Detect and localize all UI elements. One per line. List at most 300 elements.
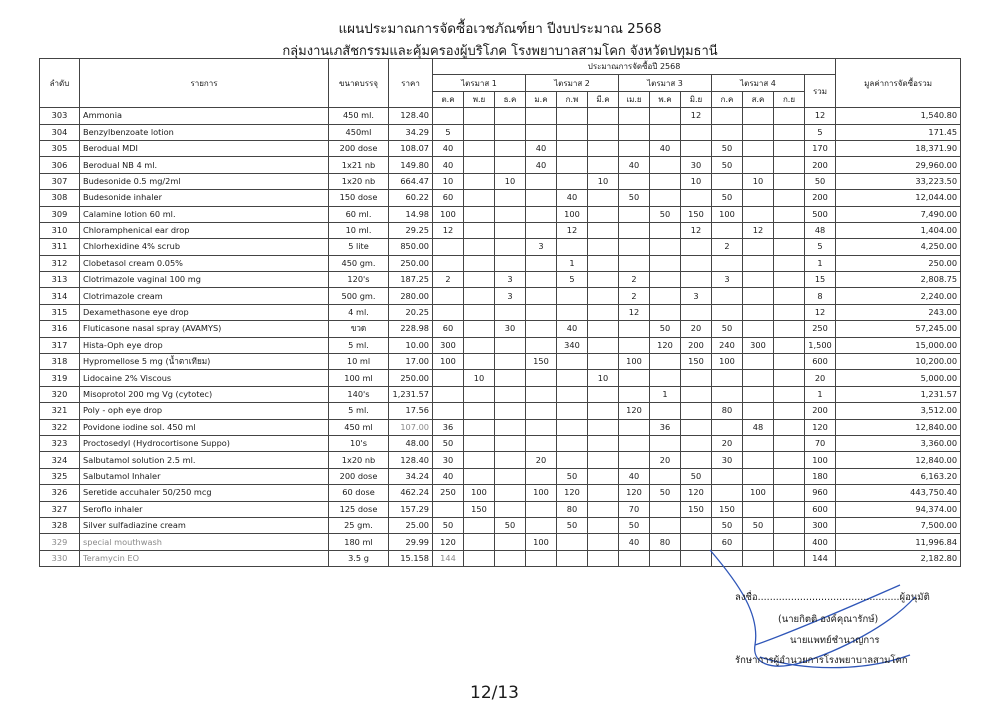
row-total: 20 [805,370,836,386]
unit-price: 128.40 [389,108,433,124]
month-qty: 30 [681,157,712,173]
month-qty: 50 [650,321,681,337]
row-value: 1,404.00 [836,222,961,238]
month-qty [774,321,805,337]
month-qty [712,485,743,501]
row-number: 303 [40,108,80,124]
row-total: 100 [805,452,836,468]
month-qty [557,534,588,550]
month-qty [650,272,681,288]
row-total: 12 [805,304,836,320]
month-qty [774,485,805,501]
unit-price: 17.00 [389,354,433,370]
month-qty [495,370,526,386]
col-value-header: มูลค่าการจัดซื้อรวม [836,59,961,108]
month-qty [495,419,526,435]
month-qty [588,108,619,124]
month-qty [743,255,774,271]
month-qty: 120 [619,403,650,419]
month-qty [681,304,712,320]
month-qty: 100 [526,534,557,550]
row-number: 314 [40,288,80,304]
table-row [40,222,961,238]
month-qty [774,354,805,370]
month-qty: 150 [681,206,712,222]
pack-size: 180 ml [329,534,389,550]
month-qty [588,534,619,550]
month-qty [743,321,774,337]
month-qty: 10 [743,173,774,189]
month-qty [588,517,619,533]
month-qty [712,173,743,189]
month-qty [464,239,495,255]
row-total: 1 [805,386,836,402]
month-qty [681,517,712,533]
month-qty [433,386,464,402]
month-qty [743,272,774,288]
month-qty: 80 [650,534,681,550]
month-qty [557,124,588,140]
table-row [40,517,961,533]
month-qty [774,108,805,124]
month-qty [588,354,619,370]
table-row [40,108,961,124]
month-header: เม.ย [619,91,650,107]
unit-price: 17.56 [389,403,433,419]
row-number: 324 [40,452,80,468]
month-qty [495,206,526,222]
month-qty [619,419,650,435]
month-qty: 3 [526,239,557,255]
quarter-3-header: ไตรมาส 3 [619,75,712,91]
pack-size: 140's [329,386,389,402]
unit-price: 107.00 [389,419,433,435]
month-qty [526,337,557,353]
month-qty [650,304,681,320]
table-row [40,304,961,320]
month-qty [526,206,557,222]
month-qty [774,173,805,189]
row-value: 10,200.00 [836,354,961,370]
unit-price: 128.40 [389,452,433,468]
month-qty [557,239,588,255]
row-number: 307 [40,173,80,189]
row-total: 1 [805,255,836,271]
month-qty: 1 [650,386,681,402]
month-qty [743,206,774,222]
month-qty [619,173,650,189]
month-qty [495,452,526,468]
item-name: Chlorhexidine 4% scrub [80,239,329,255]
month-qty [774,452,805,468]
month-header: พ.ย [464,91,495,107]
month-qty [557,354,588,370]
month-qty [650,255,681,271]
month-qty [526,419,557,435]
signatory-role: รักษาการผู้อำนวยการโรงพยาบาลสามโคก [735,655,908,666]
unit-price: 664.47 [389,173,433,189]
table-row [40,501,961,517]
month-qty [433,501,464,517]
month-qty: 120 [619,485,650,501]
row-number: 322 [40,419,80,435]
month-qty [464,321,495,337]
row-total: 12 [805,108,836,124]
month-qty [588,255,619,271]
month-qty: 300 [433,337,464,353]
month-qty [557,403,588,419]
table-row [40,337,961,353]
month-qty [650,222,681,238]
month-qty [681,140,712,156]
row-total: 180 [805,468,836,484]
month-qty [650,124,681,140]
row-number: 328 [40,517,80,533]
month-qty [774,468,805,484]
month-qty [588,190,619,206]
month-qty: 20 [681,321,712,337]
month-qty [774,157,805,173]
unit-price: 157.29 [389,501,433,517]
unit-price: 10.00 [389,337,433,353]
month-qty [619,108,650,124]
pack-size: 200 dose [329,468,389,484]
month-qty: 40 [619,468,650,484]
month-header: ก.ย [774,91,805,107]
month-qty [743,468,774,484]
month-qty: 100 [464,485,495,501]
unit-price: 1,231.57 [389,386,433,402]
month-qty [619,239,650,255]
pack-size: 10's [329,435,389,451]
month-qty [464,222,495,238]
month-qty [650,354,681,370]
pack-size: 60 ml. [329,206,389,222]
month-qty [743,239,774,255]
month-qty [619,222,650,238]
month-qty: 240 [712,337,743,353]
month-qty: 3 [712,272,743,288]
col-plan-header: ประมาณการจัดซื้อปี 2568 [433,59,836,75]
row-value: 250.00 [836,255,961,271]
month-qty [743,304,774,320]
month-qty [464,288,495,304]
quarter-4-header: ไตรมาส 4 [712,75,805,91]
row-number: 318 [40,354,80,370]
month-qty: 40 [557,190,588,206]
col-pack-header: ขนาดบรรจุ [329,59,389,108]
row-number: 327 [40,501,80,517]
pack-size: 125 dose [329,501,389,517]
unit-price: 60.22 [389,190,433,206]
month-qty [557,370,588,386]
row-value: 2,240.00 [836,288,961,304]
month-qty [557,386,588,402]
month-qty: 40 [433,468,464,484]
unit-price: 48.00 [389,435,433,451]
month-qty [526,370,557,386]
month-qty [650,288,681,304]
month-qty [650,501,681,517]
month-qty [557,419,588,435]
col-price-header: ราคา [389,59,433,108]
month-qty: 120 [433,534,464,550]
row-total: 400 [805,534,836,550]
unit-price: 250.00 [389,255,433,271]
month-qty [464,550,495,566]
month-qty [650,468,681,484]
row-value: 5,000.00 [836,370,961,386]
pack-size: 60 dose [329,485,389,501]
unit-price: 850.00 [389,239,433,255]
month-qty [712,370,743,386]
col-item-header: รายการ [80,59,329,108]
signature-line: ลงชื่อ...............................................ผู้อนุมัติ [735,592,930,603]
item-name: Clotrimazole cream [80,288,329,304]
month-qty: 1 [557,255,588,271]
item-name: Hista-Oph eye drop [80,337,329,353]
month-qty [464,468,495,484]
month-qty [681,255,712,271]
month-qty [495,222,526,238]
row-value: 18,371.90 [836,140,961,156]
month-qty [464,354,495,370]
month-qty [650,190,681,206]
month-qty [464,190,495,206]
item-name: Poly - oph eye drop [80,403,329,419]
month-qty [712,288,743,304]
row-value: 171.45 [836,124,961,140]
row-total: 48 [805,222,836,238]
month-qty [619,386,650,402]
month-qty [774,272,805,288]
month-qty [464,140,495,156]
row-value: 4,250.00 [836,239,961,255]
row-total: 600 [805,501,836,517]
month-qty: 3 [495,272,526,288]
row-number: 329 [40,534,80,550]
item-name: Povidone iodine sol. 450 ml [80,419,329,435]
row-value: 12,840.00 [836,452,961,468]
pack-size: 450 gm. [329,255,389,271]
unit-price: 25.00 [389,517,433,533]
month-qty: 40 [526,157,557,173]
month-qty: 150 [526,354,557,370]
month-qty [619,255,650,271]
month-qty: 250 [433,485,464,501]
month-qty: 20 [650,452,681,468]
table-row [40,403,961,419]
month-qty: 2 [619,288,650,304]
month-qty [526,173,557,189]
row-number: 304 [40,124,80,140]
month-qty [588,485,619,501]
month-qty [557,435,588,451]
unit-price: 462.24 [389,485,433,501]
row-total: 50 [805,173,836,189]
month-qty: 40 [619,534,650,550]
month-qty: 144 [433,550,464,566]
month-header: ธ.ค [495,91,526,107]
month-qty [743,501,774,517]
month-qty [495,468,526,484]
row-number: 315 [40,304,80,320]
month-qty [495,124,526,140]
month-qty [526,321,557,337]
month-qty [495,485,526,501]
month-qty [588,140,619,156]
month-qty [774,435,805,451]
month-qty [433,403,464,419]
row-number: 316 [40,321,80,337]
month-qty: 12 [557,222,588,238]
month-qty: 100 [557,206,588,222]
table-row [40,173,961,189]
table-row [40,140,961,156]
month-qty [557,550,588,566]
month-qty: 50 [712,321,743,337]
row-total: 5 [805,124,836,140]
month-qty: 12 [681,108,712,124]
row-total: 500 [805,206,836,222]
month-qty [619,370,650,386]
unit-price: 34.24 [389,468,433,484]
month-qty: 50 [712,190,743,206]
month-qty: 40 [433,140,464,156]
month-qty [743,190,774,206]
month-qty: 3 [495,288,526,304]
row-value: 1,540.80 [836,108,961,124]
month-qty: 50 [650,485,681,501]
pack-size: 450 ml [329,419,389,435]
pack-size: 25 gm. [329,517,389,533]
month-qty [650,108,681,124]
month-qty [619,550,650,566]
month-qty [464,435,495,451]
table-row [40,239,961,255]
row-total: 70 [805,435,836,451]
row-number: 305 [40,140,80,156]
row-number: 325 [40,468,80,484]
month-header: ส.ค [743,91,774,107]
month-qty [743,403,774,419]
month-qty [774,190,805,206]
month-qty [619,435,650,451]
month-qty [743,108,774,124]
row-value: 6,163.20 [836,468,961,484]
month-qty [495,190,526,206]
row-number: 323 [40,435,80,451]
month-qty [650,550,681,566]
unit-price: 149.80 [389,157,433,173]
month-qty [650,370,681,386]
document-subtitle: กลุ่มงานเภสัชกรรมและคุ้มครองผู้บริโภค โรงพยาบาลสามโคก จังหวัดปทุมธานี [282,44,718,59]
item-name: Ammonia [80,108,329,124]
row-value: 12,044.00 [836,190,961,206]
month-qty [774,386,805,402]
unit-price: 250.00 [389,370,433,386]
month-qty [526,304,557,320]
month-qty [681,190,712,206]
month-qty [712,386,743,402]
month-qty [495,239,526,255]
document-title: แผนประมาณการจัดซื้อเวชภัณฑ์ยา ปีงบประมาณ 2568 [338,21,662,37]
row-value: 29,960.00 [836,157,961,173]
month-qty [526,288,557,304]
month-qty [526,124,557,140]
month-qty [526,255,557,271]
month-qty: 340 [557,337,588,353]
unit-price: 280.00 [389,288,433,304]
row-value: 443,750.40 [836,485,961,501]
row-total: 15 [805,272,836,288]
month-qty [774,403,805,419]
month-header: ก.พ [557,91,588,107]
month-qty: 30 [712,452,743,468]
item-name: Seroflo inhaler [80,501,329,517]
month-qty [743,370,774,386]
pack-size: ขวด [329,321,389,337]
month-qty: 60 [433,190,464,206]
month-qty [650,239,681,255]
month-qty: 12 [619,304,650,320]
pack-size: 4 ml. [329,304,389,320]
month-header: มิ.ย [681,91,712,107]
pack-size: 500 gm. [329,288,389,304]
month-qty [774,288,805,304]
month-qty: 20 [526,452,557,468]
month-qty: 5 [557,272,588,288]
row-value: 2,182.80 [836,550,961,566]
item-name: Salbutamol Inhaler [80,468,329,484]
pack-size: 5 ml. [329,403,389,419]
month-qty: 60 [433,321,464,337]
month-qty: 20 [712,435,743,451]
month-qty [495,304,526,320]
month-qty [681,386,712,402]
row-total: 1,500 [805,337,836,353]
month-qty [588,222,619,238]
row-number: 330 [40,550,80,566]
row-total: 8 [805,288,836,304]
month-qty [774,370,805,386]
row-value: 7,500.00 [836,517,961,533]
unit-price: 14.98 [389,206,433,222]
table-row [40,255,961,271]
pack-size: 10 ml [329,354,389,370]
month-qty [774,517,805,533]
row-number: 319 [40,370,80,386]
row-number: 317 [40,337,80,353]
month-qty [557,108,588,124]
item-name: Calamine lotion 60 ml. [80,206,329,222]
table-row [40,452,961,468]
item-name: Budesonide inhaler [80,190,329,206]
month-qty: 48 [743,419,774,435]
item-name: Proctosedyl (Hydrocortisone Suppo) [80,435,329,451]
row-total: 250 [805,321,836,337]
month-qty: 40 [433,157,464,173]
month-qty [464,173,495,189]
month-qty [774,304,805,320]
row-total: 5 [805,239,836,255]
month-qty [464,517,495,533]
month-qty [774,222,805,238]
row-value: 7,490.00 [836,206,961,222]
pack-size: 1x20 nb [329,173,389,189]
month-qty [588,288,619,304]
month-qty: 12 [433,222,464,238]
